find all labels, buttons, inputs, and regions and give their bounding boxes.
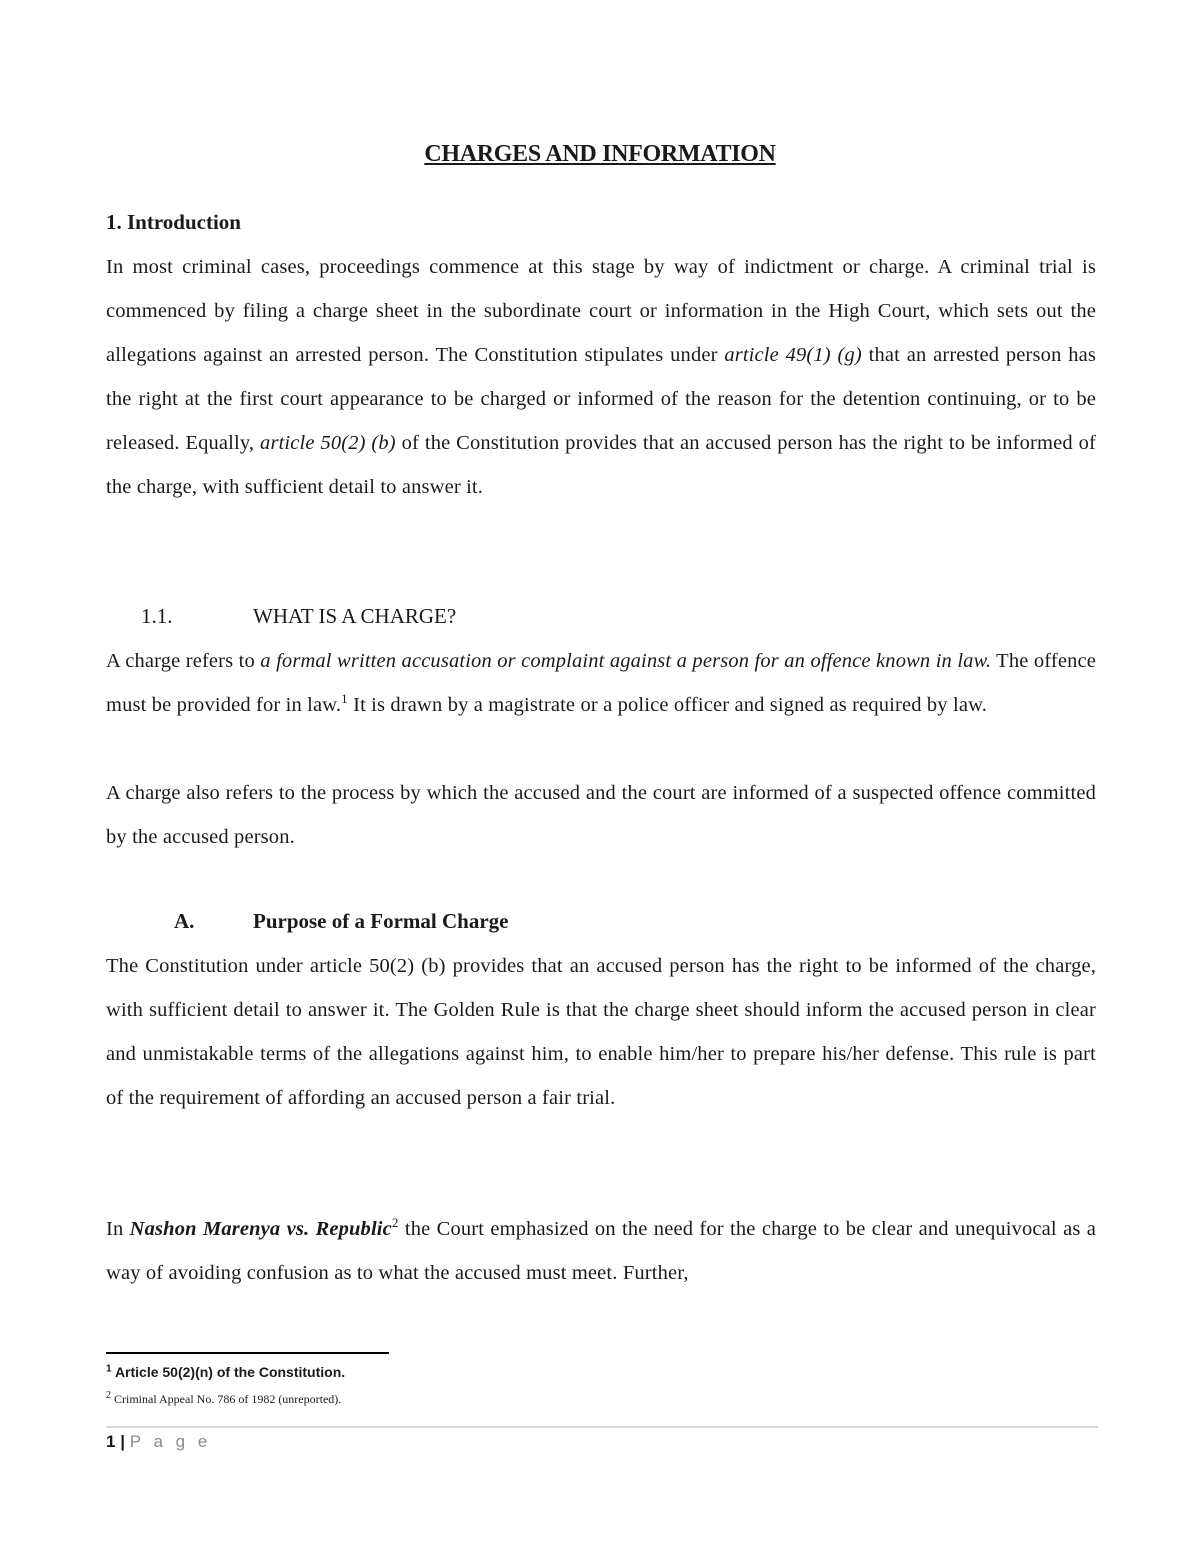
case-text-2: the Court emphasized on the need for the charge to be clear and unequivocal as a way of avoiding confusion as to what the accused must meet. Further, [106, 1218, 1096, 1284]
footer-separator: | [120, 1432, 125, 1451]
footnote-2-text: Criminal Appeal No. 786 of 1982 (unreported). [114, 1392, 342, 1406]
charge-definition-paragraph [106, 640, 1096, 728]
article-50-ref: article 50(2) (b) [260, 431, 396, 454]
footnote-2 [106, 1392, 341, 1407]
footnote-ref-2[interactable]: 2 [391, 1215, 399, 1231]
case-name: Nashon Marenya vs. Republic [129, 1218, 392, 1240]
case-text-1: In [106, 1218, 130, 1240]
footnote-2-mark: 2 [106, 1390, 111, 1401]
page-footer [106, 1432, 211, 1452]
footnote-1 [106, 1364, 345, 1380]
charge-process-paragraph: A charge also refers to the process by which the accused and the court are informed of a suspected offence committed by the accused person. [106, 782, 1096, 848]
intro-paragraph [106, 246, 1096, 509]
intro-text-3: of the Constitution provides that an accused person has the right to be informed of the charge, with sufficient detail to answer it. [106, 431, 1096, 498]
intro-text-2: that an arrested person has the right at the first court appearance to be charged or informed of the reason for the detention continuing, or to be released. Equally, [106, 343, 1096, 454]
document-title: CHARGES AND INFORMATION [424, 141, 776, 167]
article-49-ref: article 49(1) (g) [724, 343, 862, 366]
footnote-1-mark: 1 [106, 1363, 112, 1375]
page-label: P a g e [129, 1432, 212, 1451]
footnote-1-text: Article 50(2)(n) of the Constitution. [114, 1364, 346, 1380]
footnote-divider [106, 1352, 389, 1354]
case-paragraph [106, 1208, 1096, 1296]
charge-text-1: A charge refers to [106, 650, 261, 672]
footnote-ref-1[interactable]: 1 [341, 691, 348, 707]
intro-heading: 1. Introduction [106, 210, 241, 234]
charge-text-2: The offence must be provided for in law. [106, 650, 1096, 716]
section-1-1-heading: WHAT IS A CHARGE? [253, 604, 457, 628]
charge-text-3: It is drawn by a magistrate or a police officer and signed as required by law. [347, 693, 987, 716]
page-number: 1 [106, 1432, 116, 1451]
section-1-1-number: 1.1. [141, 604, 173, 628]
section-a-heading: Purpose of a Formal Charge [253, 909, 509, 933]
charge-definition-italic: a formal written accusation or complaint against a person for an offence known in law. [260, 650, 992, 672]
intro-text-1: In most criminal cases, proceedings commence at this stage by way of indictment or charge. A criminal trial is commenced by filing a charge sheet in the subordinate court or information in the High Court, which sets out the allegations against an arrested person. The Constitution stipulates under [106, 256, 1096, 366]
section-a-letter: A. [174, 909, 195, 933]
purpose-paragraph: The Constitution under article 50(2) (b) provides that an accused person has the right to be informed of the charge, with sufficient detail to answer it. The Golden Rule is that the charge sheet should inform the accused person in clear and unmistakable terms of the allegations against him, to enable him/her to prepare his/her defense. This rule is part of the requirement of affording an accused person a fair trial. [106, 955, 1096, 1109]
footer-divider [106, 1426, 1098, 1428]
